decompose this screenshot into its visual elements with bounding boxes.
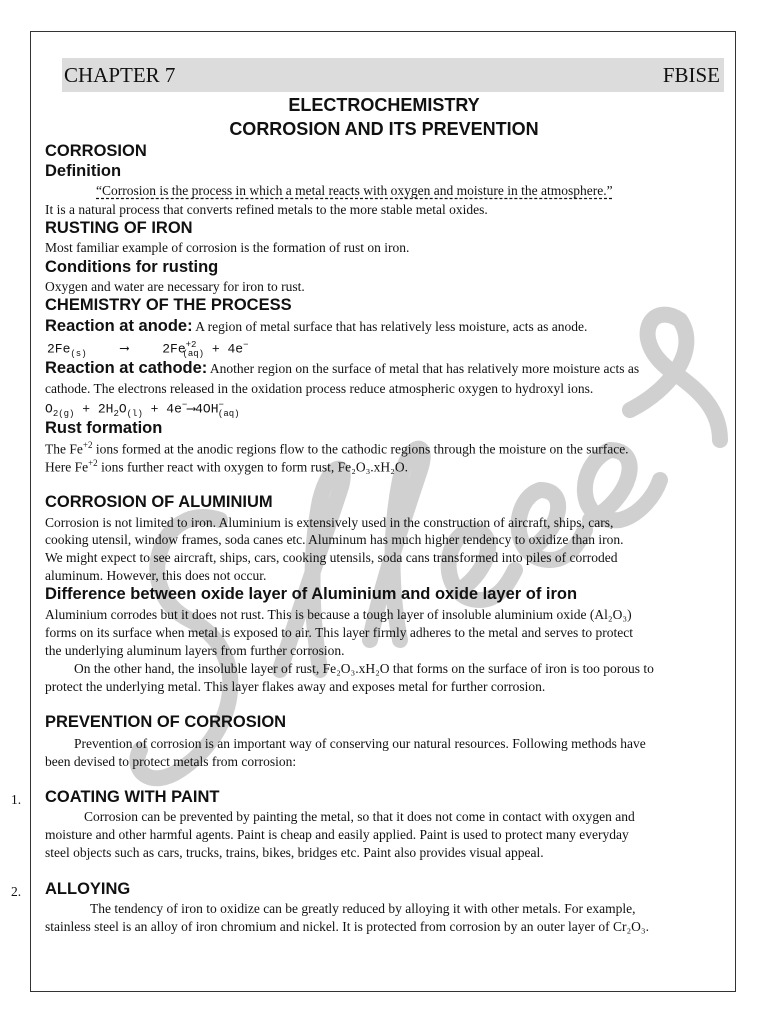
aluminium-line: aluminum. However, this does not occur. <box>45 568 267 583</box>
difference-line: protect the underlying metal. This layer flakes away and exposes metal for further corrosion. <box>45 679 546 694</box>
aluminium-line: cooking utensil, window frames, soda canes etc. Aluminum has much higher tendency to oxidize than iron. <box>45 532 624 547</box>
difference-line: Aluminium corrodes but it does not rust. This is because a tough layer of insoluble aluminium oxide (Al₂O₃) <box>45 607 632 622</box>
method-heading-paint: COATING WITH PAINT <box>45 788 220 806</box>
prevention-line: been devised to protect metals from corrosion: <box>45 754 297 769</box>
section-heading-corrosion: CORROSION <box>45 142 147 160</box>
page-subtitle: CORROSION AND ITS PREVENTION <box>229 119 539 139</box>
arrow-icon: ⟶ <box>120 341 129 357</box>
anode-text: A region of metal surface that has relatively less moisture, acts as anode. <box>192 319 588 334</box>
list-number: 2. <box>11 884 22 899</box>
rusting-text: Most familiar example of corrosion is the formation of rust on iron. <box>45 240 410 255</box>
cathode-equation: $O_{2(g)} + 2H_2O_{(l)}$ + $4e^-⟶4OH^-_{(aq)}$ <box>45 400 240 419</box>
arrow-icon: ⟶ <box>187 401 196 417</box>
definition-text: It is a natural process that converts refined metals to the more stable metal oxides. <box>45 202 488 217</box>
anode-line <box>45 317 587 336</box>
aluminium-line: We might expect to see aircraft, ships, cars, cooking utensils, soda cans transformed into piles of corroded <box>45 550 618 565</box>
board-label: FBISE <box>662 63 720 87</box>
definition-heading: Definition <box>45 162 122 180</box>
section-heading-aluminium: CORROSION OF ALUMINIUM <box>45 493 273 511</box>
conditions-heading: Conditions for rusting <box>45 258 219 276</box>
anode-equation: $2Fe_{(s)}$ ⟶ $2Fe^{+2}_{(aq)} + 4e^-$ <box>47 340 249 359</box>
cathode-text-2: cathode. The electrons released in the oxidation process reduce atmospheric oxygen to hydroxyl ions. <box>45 381 594 396</box>
section-heading-rusting: RUSTING OF IRON <box>45 219 193 237</box>
difference-line: forms on its surface when metal is exposed to air. This layer firmly adheres to the metal and serves to protect <box>45 625 633 640</box>
section-heading-chemistry: CHEMISTRY OF THE PROCESS <box>45 296 292 314</box>
paint-line: moisture and other harmful agents. Paint is cheap and easily applied. Paint is used to protect many everyday <box>45 827 629 842</box>
section-heading-prevention: PREVENTION OF CORROSION <box>45 713 287 731</box>
rust-formation-text-2: Here $Fe^{+2}$ ions further react with oxygen to form rust, Fe₂O₃.xH₂O. <box>45 458 408 475</box>
difference-line: the underlying aluminum layers from further corrosion. <box>45 643 345 658</box>
chapter-header-bar <box>62 58 724 92</box>
aluminium-line: Corrosion is not limited to iron. Aluminium is extensively used in the construction of aircraft, ships, cars, <box>45 515 614 530</box>
page-title: ELECTROCHEMISTRY <box>288 95 480 115</box>
paint-line: steel objects such as cars, trucks, trains, bikes, bridges etc. Paint also provides visual appeal. <box>45 845 544 860</box>
alloying-line: stainless steel is an alloy of iron chromium and nickel. It is protected from corrosion by an outer layer of Cr₂O₃. <box>45 919 650 934</box>
anode-heading: Reaction at anode: <box>45 317 193 335</box>
conditions-text: Oxygen and water are necessary for iron to rust. <box>45 279 305 294</box>
paint-line: Corrosion can be prevented by painting the metal, so that it does not come in contact with oxygen and <box>84 809 635 824</box>
alloying-line: The tendency of iron to oxidize can be greatly reduced by alloying it with other metals. For example, <box>90 901 636 916</box>
cathode-line <box>45 359 639 378</box>
difference-line: On the other hand, the insoluble layer of rust, Fe₂O₃.xH₂O that forms on the surface of iron is too porous to <box>74 661 654 676</box>
list-number: 1. <box>11 792 22 807</box>
definition-quote: “Corrosion is the process in which a metal reacts with oxygen and moisture in the atmosphere.” <box>96 183 613 198</box>
rust-formation-heading: Rust formation <box>45 419 163 437</box>
prevention-line: Prevention of corrosion is an important way of conserving our natural resources. Following methods have <box>74 736 646 751</box>
method-heading-alloying: ALLOYING <box>45 880 131 898</box>
rust-formation-text-1: The $Fe^{+2}$ ions formed at the anodic regions flow to the cathodic regions through the moisture on the surface. <box>45 440 629 457</box>
cathode-heading: Reaction at cathode: <box>45 359 208 377</box>
difference-heading: Difference between oxide layer of Aluminium and oxide layer of iron <box>45 585 578 603</box>
cathode-text-1: Another region on the surface of metal that has relatively more moisture acts as <box>207 361 640 376</box>
chapter-label: CHAPTER 7 <box>64 63 176 87</box>
